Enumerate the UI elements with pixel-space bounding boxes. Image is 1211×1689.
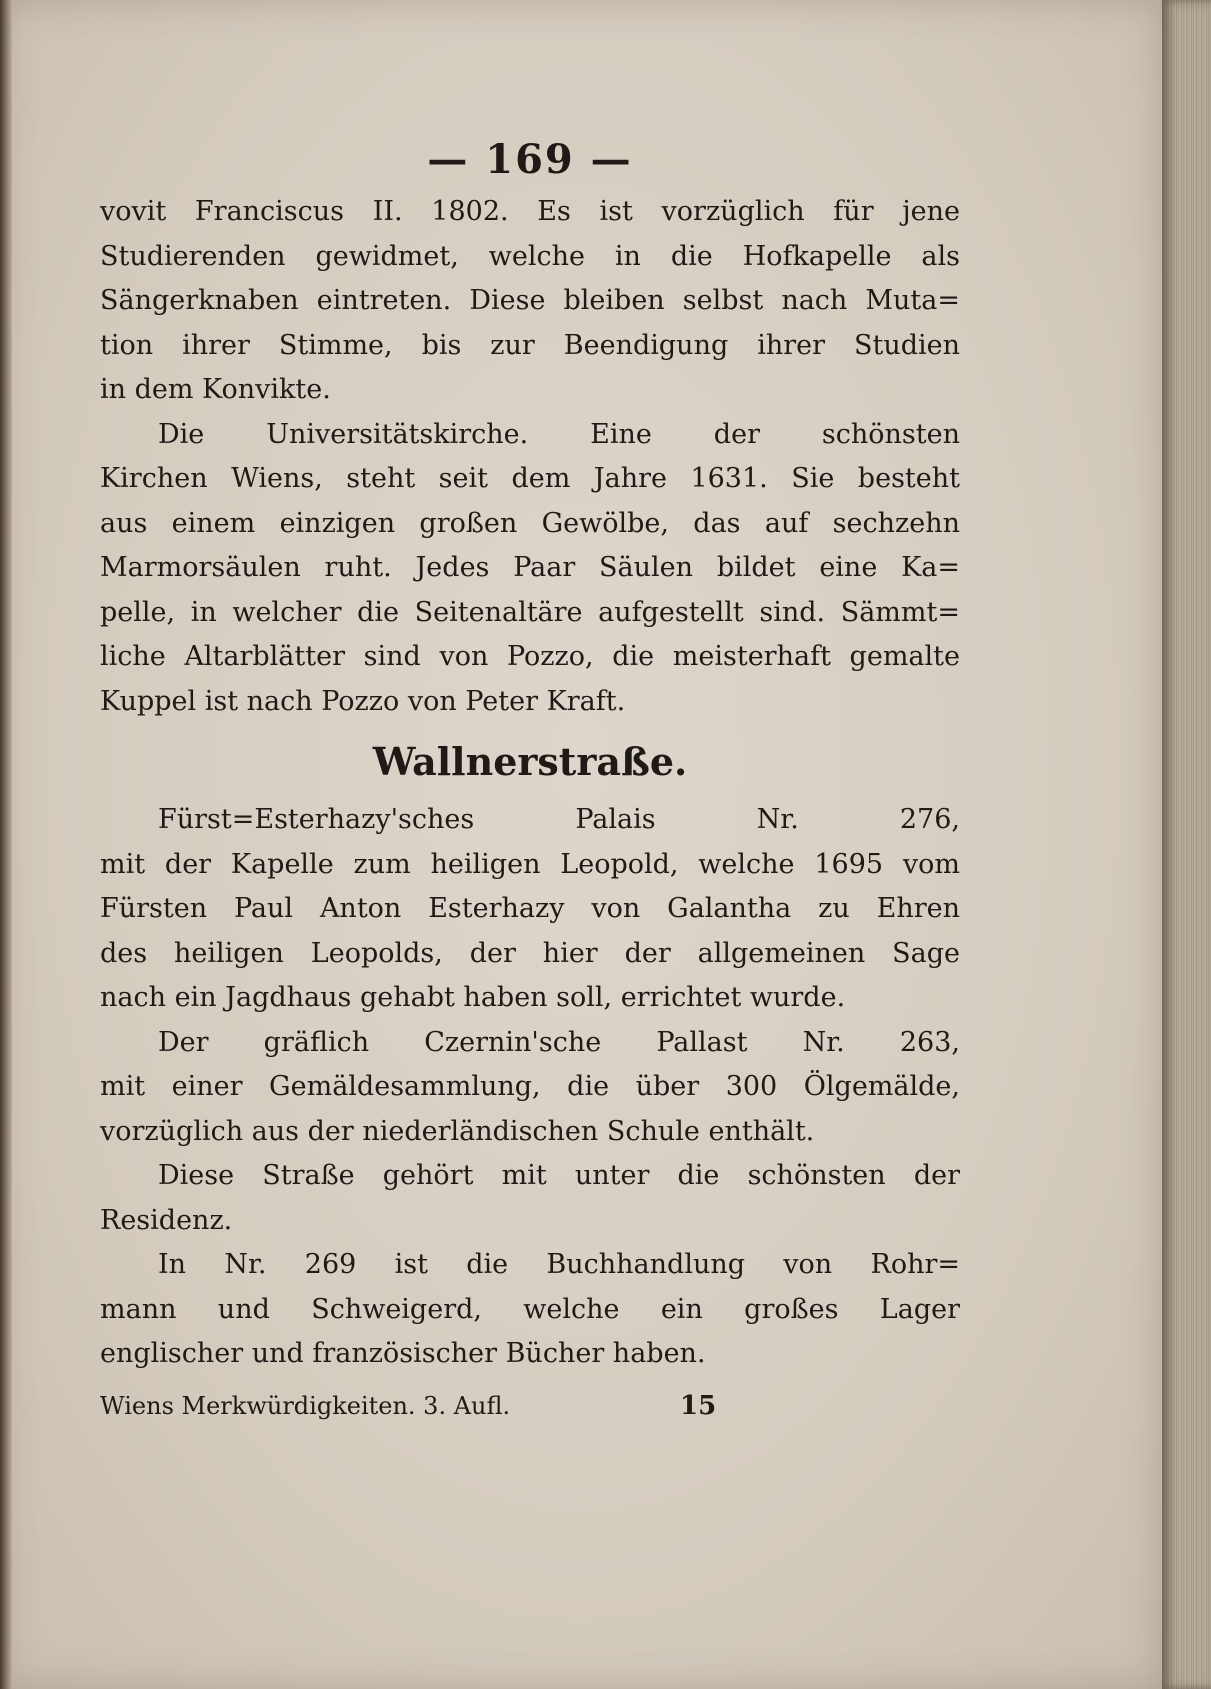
text-line: Diese Straße gehört mit unter die schönsten der — [158, 1160, 960, 1191]
text-line: des heiligen Leopolds, der hier der allgemeinen Sage — [100, 937, 960, 969]
text-line: mit der Kapelle zum heiligen Leopold, welche 1695 vom — [100, 848, 960, 880]
text-line: nach ein Jagdhaus gehabt haben soll, errichtet wurde. — [100, 982, 846, 1013]
text-line: vorzüglich aus der niederländischen Schule enthält. — [100, 1115, 815, 1147]
footer-title: Wiens Merkwürdigkeiten. 3. Aufl. — [100, 1391, 511, 1420]
page-number: — 169 — — [427, 136, 633, 183]
text-line: Residenz. — [100, 1204, 233, 1236]
signature-mark: 15 — [680, 1390, 717, 1421]
paragraph-czernin — [100, 1021, 960, 1155]
text-line: mann und Schweigerd, welche ein großes Lager — [100, 1293, 960, 1325]
text-line: Der gräflich Czernin'sche Pallast Nr. 263, — [158, 1026, 960, 1058]
text-line: vovit Franciscus II. 1802. Es ist vorzüglich für jene — [100, 196, 960, 227]
text-line: Fürst=Esterhazy'sches Palais Nr. 276, — [158, 804, 960, 835]
text-line: Fürsten Paul Anton Esterhazy von Galantha zu Ehren — [100, 893, 960, 924]
page-text — [100, 130, 960, 1431]
text-line: tion ihrer Stimme, bis zur Beendigung ihrer Studien — [100, 329, 960, 361]
page-footer — [100, 1381, 960, 1431]
text-line: Die Universitätskirche. Eine der schönsten — [158, 418, 960, 450]
paragraph-residenz — [100, 1154, 960, 1243]
text-line: pelle, in welcher die Seitenaltäre aufgestellt sind. Sämmt= — [100, 596, 960, 628]
text-line: Sängerknaben eintreten. Diese bleiben selbst nach Muta= — [100, 285, 960, 316]
paragraph-konvikt — [100, 190, 960, 413]
text-line: Studierenden gewidmet, welche in die Hofkapelle als — [100, 240, 960, 272]
text-line: Marmorsäulen ruht. Jedes Paar Säulen bildet eine Ka= — [100, 552, 960, 583]
page-edges — [1162, 0, 1211, 1689]
text-line: mit einer Gemäldesammlung, die über 300 Ölgemälde, — [100, 1071, 960, 1102]
text-line: liche Altarblätter sind von Pozzo, die meisterhaft gemalte — [100, 641, 960, 672]
paragraph-esterhazy — [100, 798, 960, 1021]
section-heading: Wallnerstraße. — [372, 739, 688, 784]
text-line: englischer und französischer Bücher haben. — [100, 1338, 706, 1369]
text-line: Kuppel ist nach Pozzo von Peter Kraft. — [100, 685, 626, 717]
page-gutter — [0, 0, 12, 1689]
text-line: in dem Konvikte. — [100, 374, 331, 405]
text-line: aus einem einzigen großen Gewölbe, das auf sechzehn — [100, 507, 960, 539]
paragraph-universitaetskirche — [100, 413, 960, 725]
text-line: Kirchen Wiens, steht seit dem Jahre 1631. Sie besteht — [100, 463, 960, 494]
paragraph-buchhandlung — [100, 1243, 960, 1377]
text-line: In Nr. 269 ist die Buchhandlung von Rohr= — [158, 1249, 960, 1280]
